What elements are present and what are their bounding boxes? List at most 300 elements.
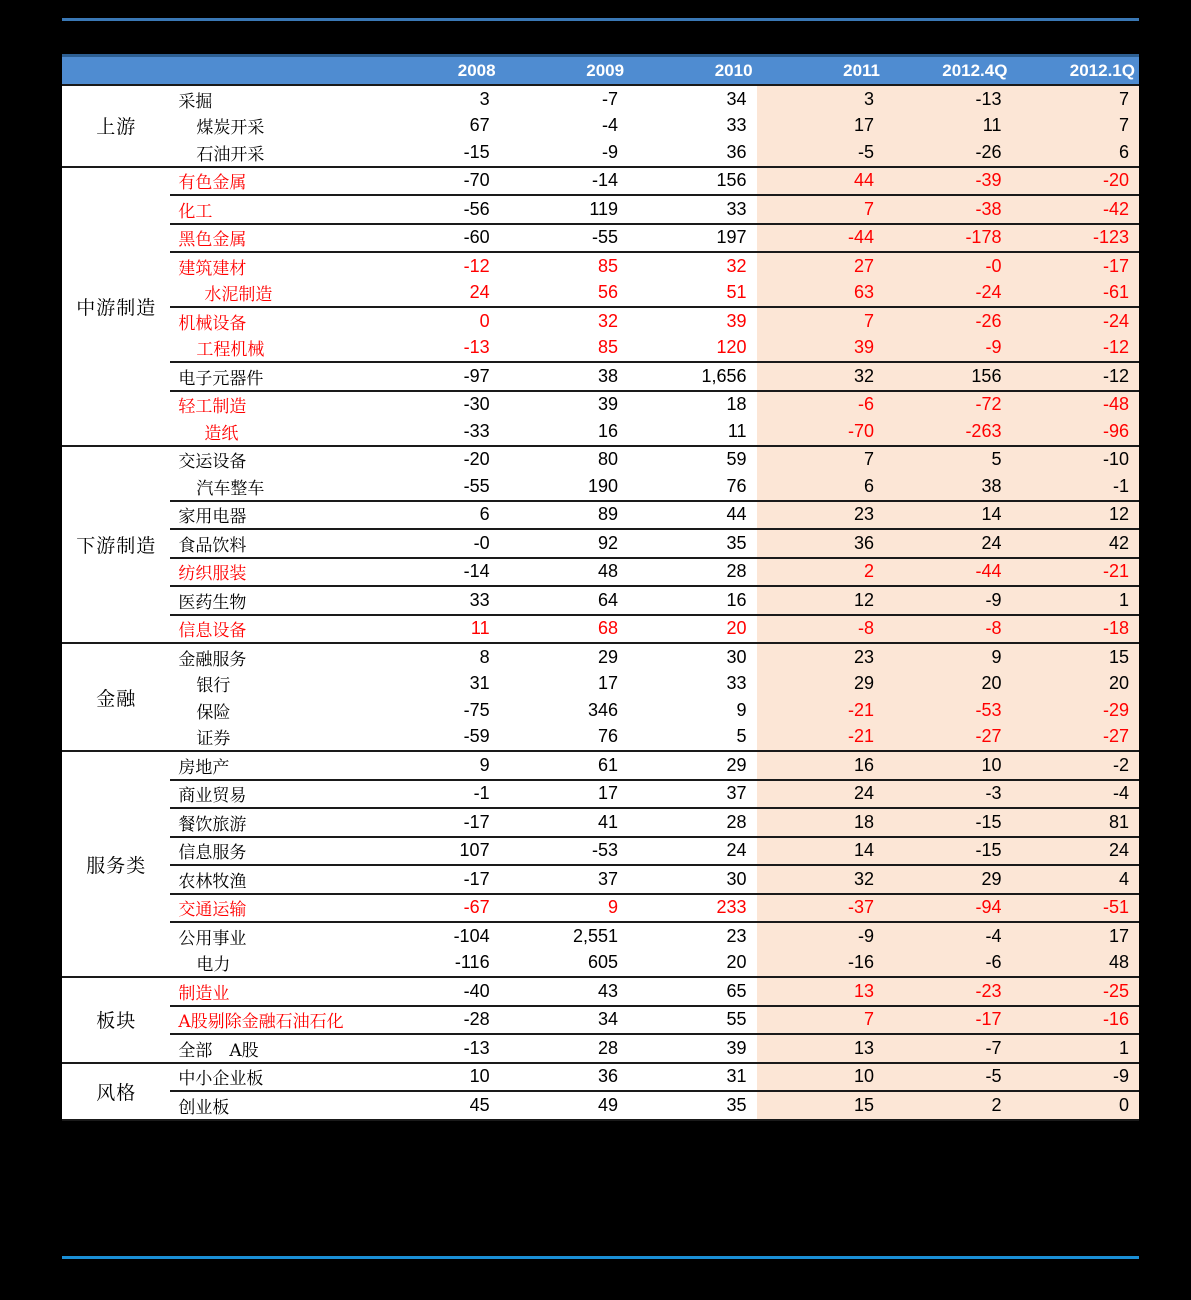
value-cell: 23: [757, 501, 884, 530]
value-cell: -4: [1011, 780, 1139, 809]
table-row: [62, 894, 1139, 923]
value-cell: 120: [716, 337, 747, 358]
table-row: [62, 252, 1139, 280]
table-row: [62, 751, 1139, 780]
value-cell: 39: [628, 307, 756, 335]
value-cell: 10: [469, 1066, 490, 1087]
value-cell: -15: [371, 139, 499, 167]
value-cell: 12: [757, 586, 884, 615]
table-row: [62, 473, 1139, 501]
header-row: [62, 57, 1139, 85]
value-cell: 65: [726, 980, 747, 1001]
value-cell: 23: [757, 643, 884, 671]
header-name-col: [170, 57, 371, 85]
group-label: 中游制造: [62, 167, 170, 446]
value-cell: 5: [884, 446, 1011, 474]
table-row: [62, 1006, 1139, 1035]
value-cell: -13: [371, 1034, 499, 1063]
table-row: [62, 446, 1139, 474]
row-label: 造纸: [170, 418, 371, 446]
value-cell: 1,656: [628, 362, 756, 391]
value-cell: -39: [884, 167, 1011, 196]
row-label: 汽车整车: [196, 478, 265, 499]
table-row: [62, 139, 1139, 167]
table-row: [62, 85, 1139, 113]
value-cell: 34: [726, 88, 747, 109]
header-2011: 2011: [757, 57, 884, 85]
value-cell: -17: [371, 808, 499, 837]
table-row: [62, 280, 1139, 308]
value-cell: -17: [884, 1006, 1011, 1035]
value-cell: 80: [598, 449, 619, 470]
value-cell: -56: [371, 195, 499, 224]
value-cell: 16: [628, 586, 756, 615]
value-cell: -97: [371, 362, 499, 391]
value-cell: 7: [757, 1006, 884, 1035]
value-cell: 13: [757, 1034, 884, 1063]
header-2012-1q: 2012.1Q: [1011, 57, 1139, 85]
value-cell: 10: [757, 1063, 884, 1092]
value-cell: 42: [1011, 529, 1139, 558]
value-cell: 16: [500, 418, 628, 446]
group-label: 风格: [62, 1063, 170, 1120]
value-cell: 3: [757, 85, 884, 113]
value-cell: -16: [1011, 1006, 1139, 1035]
value-cell: 24: [1011, 837, 1139, 866]
value-cell: 190: [588, 475, 619, 496]
value-cell: 0: [1011, 1091, 1139, 1120]
value-cell: 36: [598, 1066, 619, 1087]
value-cell: -23: [884, 977, 1011, 1006]
value-cell: -263: [884, 418, 1011, 446]
value-cell: -42: [1011, 195, 1139, 224]
value-cell: 81: [1011, 808, 1139, 837]
table-row: [62, 643, 1139, 671]
row-label: 机械设备: [170, 307, 371, 335]
value-cell: 33: [371, 586, 499, 615]
value-cell: 89: [500, 501, 628, 530]
value-cell: -40: [463, 980, 490, 1001]
table-row: [62, 865, 1139, 894]
value-cell: 36: [628, 139, 756, 167]
value-cell: 119: [500, 195, 628, 224]
value-cell: 197: [628, 224, 756, 253]
value-cell: 20: [628, 950, 756, 978]
table-body: [62, 85, 1139, 1120]
value-cell: -21: [757, 697, 884, 724]
value-cell: -53: [884, 697, 1011, 724]
value-cell: 7: [757, 195, 884, 224]
value-cell: -33: [371, 418, 499, 446]
value-cell: -13: [884, 85, 1011, 113]
value-cell: -15: [884, 808, 1011, 837]
value-cell: 61: [598, 754, 619, 775]
table-row: [62, 586, 1139, 615]
value-cell: -4: [602, 115, 619, 136]
value-cell: -17: [1011, 252, 1139, 280]
header-group-col: [62, 57, 170, 85]
table-row: [62, 335, 1139, 363]
table-row: [62, 167, 1139, 196]
value-cell: 2: [757, 558, 884, 587]
group-label: 服务类: [62, 751, 170, 977]
table-row: [62, 362, 1139, 391]
value-cell: 2,551: [500, 922, 628, 950]
row-label: 银行: [196, 676, 231, 697]
value-cell: 17: [757, 113, 884, 140]
group-label: 下游制造: [62, 446, 170, 644]
row-label: 信息服务: [170, 837, 371, 866]
value-cell: -27: [884, 724, 1011, 752]
value-cell: 346: [588, 699, 619, 720]
row-label: 证券: [170, 724, 371, 752]
value-cell: -72: [884, 391, 1011, 419]
value-cell: -26: [884, 307, 1011, 335]
value-cell: 7: [1011, 85, 1139, 113]
value-cell: 33: [726, 115, 747, 136]
row-label: 餐饮旅游: [170, 808, 371, 837]
value-cell: 156: [716, 170, 747, 191]
value-cell: 34: [500, 1006, 628, 1035]
value-cell: 10: [884, 751, 1011, 780]
value-cell: 15: [1011, 643, 1139, 671]
value-cell: 14: [884, 501, 1011, 530]
value-cell: -6: [884, 950, 1011, 978]
value-cell: 24: [757, 780, 884, 809]
value-cell: 92: [500, 529, 628, 558]
value-cell: 45: [371, 1091, 499, 1120]
value-cell: -2: [1011, 751, 1139, 780]
value-cell: 16: [757, 751, 884, 780]
group-label: 板块: [62, 977, 170, 1063]
value-cell: 1: [1011, 586, 1139, 615]
value-cell: -27: [1011, 724, 1139, 752]
value-cell: 7: [757, 307, 884, 335]
value-cell: -25: [1011, 977, 1139, 1006]
value-cell: -12: [371, 252, 499, 280]
value-cell: 4: [1011, 865, 1139, 894]
value-cell: -5: [884, 1063, 1011, 1092]
table-row: [62, 724, 1139, 752]
table-row: [62, 418, 1139, 446]
value-cell: -16: [757, 950, 884, 978]
value-cell: -67: [371, 894, 499, 923]
value-cell: 9: [884, 643, 1011, 671]
value-cell: -9: [500, 139, 628, 167]
table-row: [62, 808, 1139, 837]
value-cell: -9: [884, 586, 1011, 615]
value-cell: 36: [757, 529, 884, 558]
table-row: [62, 1063, 1139, 1092]
value-cell: 29: [884, 865, 1011, 894]
value-cell: -8: [884, 615, 1011, 644]
value-cell: 20: [628, 615, 756, 644]
value-cell: -55: [463, 475, 490, 496]
table-row: [62, 671, 1139, 698]
table-row: [62, 780, 1139, 809]
value-cell: -104: [371, 922, 499, 950]
value-cell: -30: [371, 391, 499, 419]
value-cell: 35: [628, 529, 756, 558]
value-cell: 29: [757, 671, 884, 698]
value-cell: 32: [628, 252, 756, 280]
value-cell: 20: [1011, 671, 1139, 698]
value-cell: -44: [884, 558, 1011, 587]
value-cell: 30: [628, 865, 756, 894]
row-label: 工程机械: [196, 340, 265, 361]
value-cell: 28: [628, 558, 756, 587]
value-cell: 49: [500, 1091, 628, 1120]
value-cell: -9: [757, 922, 884, 950]
value-cell: 9: [479, 754, 490, 775]
value-cell: 13: [757, 977, 884, 1006]
row-label: 中小企业板: [178, 1069, 264, 1090]
value-cell: 68: [500, 615, 628, 644]
value-cell: 12: [1011, 501, 1139, 530]
bottom-rule: [62, 1256, 1139, 1259]
value-cell: -26: [884, 139, 1011, 167]
row-label: 金融服务: [178, 649, 247, 670]
row-label: 纺织服装: [170, 558, 371, 587]
value-cell: 48: [500, 558, 628, 587]
value-cell: 37: [628, 780, 756, 809]
value-cell: -24: [884, 280, 1011, 308]
value-cell: 39: [757, 335, 884, 363]
value-cell: 24: [469, 282, 490, 303]
row-label: 建筑建材: [170, 252, 371, 280]
value-cell: -9: [1011, 1063, 1139, 1092]
value-cell: 85: [500, 252, 628, 280]
value-cell: 20: [884, 671, 1011, 698]
row-label: 家用电器: [170, 501, 371, 530]
table-row: [62, 950, 1139, 978]
value-cell: -6: [757, 391, 884, 419]
value-cell: 29: [726, 754, 747, 775]
value-cell: -48: [1011, 391, 1139, 419]
row-label: 保险: [196, 702, 231, 723]
row-label: 轻工制造: [170, 391, 371, 419]
value-cell: 55: [628, 1006, 756, 1035]
table-row: [62, 977, 1139, 1006]
value-cell: -21: [757, 724, 884, 752]
value-cell: 43: [598, 980, 619, 1001]
value-cell: 15: [757, 1091, 884, 1120]
value-cell: -96: [1011, 418, 1139, 446]
value-cell: 76: [726, 475, 747, 496]
value-cell: 0: [371, 307, 499, 335]
value-cell: -7: [602, 88, 619, 109]
value-cell: 33: [628, 195, 756, 224]
value-cell: 51: [726, 282, 747, 303]
value-cell: 32: [757, 362, 884, 391]
value-cell: -24: [1011, 307, 1139, 335]
value-cell: 44: [628, 501, 756, 530]
row-label: 创业板: [170, 1091, 371, 1120]
value-cell: -14: [371, 558, 499, 587]
table-row: [62, 837, 1139, 866]
value-cell: 5: [628, 724, 756, 752]
row-label: 信息设备: [170, 615, 371, 644]
value-cell: 17: [598, 673, 619, 694]
value-cell: 27: [757, 252, 884, 280]
value-cell: -17: [371, 865, 499, 894]
value-cell: -10: [1011, 446, 1139, 474]
value-cell: -15: [884, 837, 1011, 866]
row-label: 化工: [170, 195, 371, 224]
data-table-container: [62, 54, 1139, 1121]
row-label: 房地产: [178, 757, 230, 778]
row-label: 公用事业: [170, 922, 371, 950]
row-label: 煤炭开采: [196, 118, 265, 139]
value-cell: 14: [757, 837, 884, 866]
value-cell: 17: [500, 780, 628, 809]
value-cell: 7: [757, 446, 884, 474]
value-cell: -51: [1011, 894, 1139, 923]
value-cell: -14: [592, 170, 619, 191]
value-cell: 33: [726, 673, 747, 694]
value-cell: 59: [726, 449, 747, 470]
value-cell: 3: [479, 88, 490, 109]
value-cell: -0: [884, 252, 1011, 280]
row-label: 制造业: [178, 983, 230, 1004]
value-cell: -9: [884, 335, 1011, 363]
table-row: [62, 697, 1139, 724]
value-cell: 35: [628, 1091, 756, 1120]
table-row: [62, 391, 1139, 419]
value-cell: -3: [884, 780, 1011, 809]
row-label: 电子元器件: [170, 362, 371, 391]
value-cell: 18: [628, 391, 756, 419]
value-cell: -20: [463, 449, 490, 470]
value-cell: 31: [726, 1066, 747, 1087]
value-cell: -7: [884, 1034, 1011, 1063]
group-label: 金融: [62, 643, 170, 751]
value-cell: 37: [500, 865, 628, 894]
value-cell: 76: [500, 724, 628, 752]
group-label: 上游: [62, 85, 170, 167]
row-label: 石油开采: [170, 139, 371, 167]
value-cell: -28: [371, 1006, 499, 1035]
value-cell: 107: [371, 837, 499, 866]
value-cell: 6: [757, 473, 884, 501]
header-2008: 2008: [371, 57, 499, 85]
value-cell: 85: [598, 337, 619, 358]
value-cell: 63: [757, 280, 884, 308]
value-cell: -4: [884, 922, 1011, 950]
value-cell: -53: [500, 837, 628, 866]
header-2010: 2010: [628, 57, 756, 85]
value-cell: -75: [463, 699, 490, 720]
value-cell: 31: [469, 673, 490, 694]
value-cell: 2: [884, 1091, 1011, 1120]
value-cell: -178: [884, 224, 1011, 253]
row-label: 食品饮料: [170, 529, 371, 558]
table-row: [62, 615, 1139, 644]
value-cell: 64: [500, 586, 628, 615]
table-row: [62, 224, 1139, 253]
row-label: 全部 A股: [170, 1034, 371, 1063]
table-row: [62, 195, 1139, 224]
value-cell: 29: [598, 646, 619, 667]
value-cell: -60: [371, 224, 499, 253]
value-cell: -1: [371, 780, 499, 809]
industry-growth-table: [62, 57, 1139, 1121]
value-cell: -8: [757, 615, 884, 644]
table-row: [62, 307, 1139, 335]
table-row: [62, 1034, 1139, 1063]
value-cell: -123: [1011, 224, 1139, 253]
value-cell: -12: [1011, 362, 1139, 391]
value-cell: -61: [1011, 280, 1139, 308]
table-row: [62, 501, 1139, 530]
row-label: A股剔除金融石油石化: [170, 1006, 371, 1035]
value-cell: 28: [500, 1034, 628, 1063]
value-cell: -55: [500, 224, 628, 253]
row-label: 医药生物: [170, 586, 371, 615]
value-cell: -29: [1011, 697, 1139, 724]
value-cell: 48: [1011, 950, 1139, 978]
header-2012-4q: 2012.4Q: [884, 57, 1011, 85]
value-cell: 24: [884, 529, 1011, 558]
value-cell: -20: [1011, 167, 1139, 196]
table-row: [62, 113, 1139, 140]
value-cell: 605: [500, 950, 628, 978]
row-label: 交运设备: [178, 452, 247, 473]
value-cell: -13: [463, 337, 490, 358]
value-cell: 24: [628, 837, 756, 866]
row-label: 有色金属: [178, 173, 247, 194]
row-label: 交通运输: [170, 894, 371, 923]
row-label: 商业贸易: [170, 780, 371, 809]
value-cell: -59: [371, 724, 499, 752]
value-cell: 11: [628, 418, 756, 446]
value-cell: 28: [628, 808, 756, 837]
row-label: 农林牧渔: [170, 865, 371, 894]
row-label: 采掘: [178, 91, 213, 112]
header-2009: 2009: [500, 57, 628, 85]
value-cell: -37: [757, 894, 884, 923]
value-cell: -116: [371, 950, 499, 978]
table-row: [62, 529, 1139, 558]
value-cell: -12: [1011, 335, 1139, 363]
value-cell: 8: [479, 646, 490, 667]
value-cell: -21: [1011, 558, 1139, 587]
row-label: 黑色金属: [170, 224, 371, 253]
value-cell: 39: [628, 1034, 756, 1063]
top-rule: [62, 18, 1139, 21]
value-cell: 38: [500, 362, 628, 391]
value-cell: -44: [757, 224, 884, 253]
value-cell: -5: [757, 139, 884, 167]
value-cell: 6: [371, 501, 499, 530]
value-cell: 6: [1011, 139, 1139, 167]
value-cell: 18: [757, 808, 884, 837]
row-label: 水泥制造: [204, 285, 273, 306]
value-cell: 9: [500, 894, 628, 923]
table-row: [62, 1091, 1139, 1120]
value-cell: 44: [757, 167, 884, 196]
value-cell: -70: [757, 418, 884, 446]
value-cell: 9: [736, 699, 747, 720]
value-cell: 32: [500, 307, 628, 335]
value-cell: 32: [757, 865, 884, 894]
table-row: [62, 558, 1139, 587]
value-cell: -18: [1011, 615, 1139, 644]
value-cell: -1: [1011, 473, 1139, 501]
value-cell: -38: [884, 195, 1011, 224]
row-label: 电力: [170, 950, 371, 978]
value-cell: 38: [884, 473, 1011, 501]
